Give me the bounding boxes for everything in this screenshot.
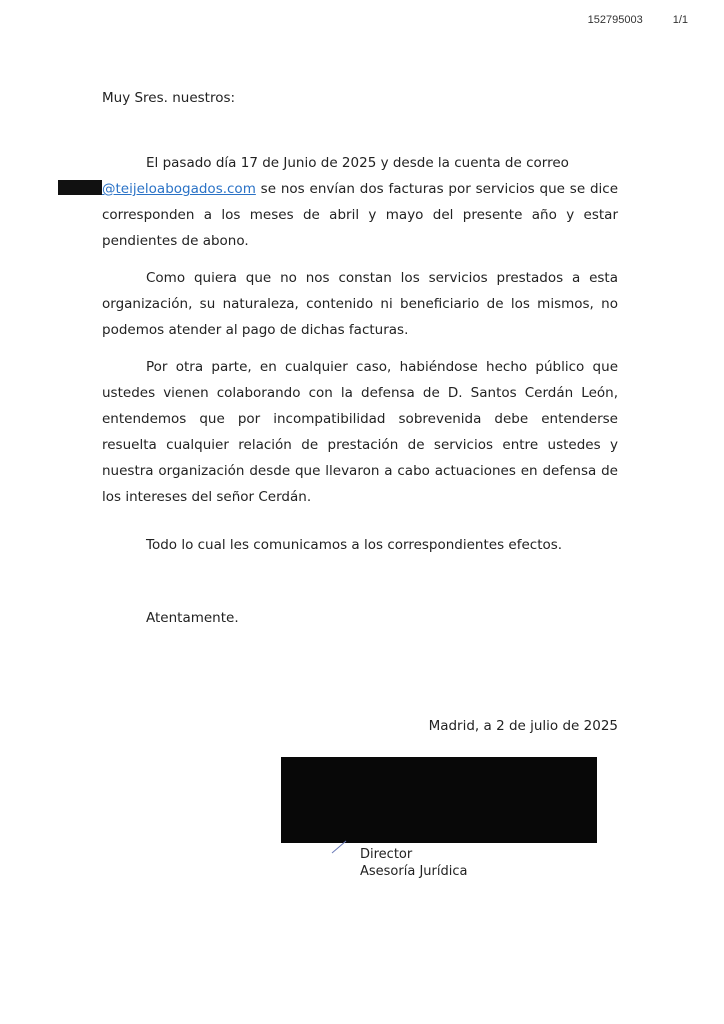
redacted-signature-block: [281, 757, 597, 843]
closing-statement: Todo lo cual les comunicamos a los correspondientes efectos.: [146, 537, 563, 553]
sign-off: Atentamente.: [146, 610, 239, 626]
letter-body: [102, 150, 618, 521]
salutation: Muy Sres. nuestros:: [102, 90, 236, 106]
paragraph-invoices: [102, 150, 618, 254]
fax-header: [588, 14, 688, 26]
place-date: Madrid, a 2 de julio de 2025: [428, 718, 618, 734]
paragraph-invoices-intro: El pasado día 17 de Junio de 2025 y desde la cuenta de correo: [146, 155, 569, 171]
page-counter: 1/1: [672, 14, 688, 26]
paragraph-services: Como quiera que no nos constan los servicios prestados a esta organización, su naturaleza, contenido ni beneficiario de los mismos, no podemos atender al pago de dichas facturas.: [102, 270, 618, 338]
paragraph-invoices-rest: se nos envían dos facturas por servicios que se dice corresponden a los meses de abril y mayo del presente año y estar pendientes de abono.: [102, 181, 618, 249]
redacted-email-user: [58, 180, 102, 195]
signature-stroke: [330, 835, 350, 855]
signatory-department: Asesoría Jurídica: [360, 864, 468, 879]
signatory-role: Director: [360, 847, 413, 862]
document-number: 152795003: [587, 14, 643, 26]
email-link[interactable]: @teijeloabogados.com: [102, 181, 256, 197]
signatory-title: [360, 846, 467, 880]
paragraph-incompatibility: Por otra parte, en cualquier caso, habiéndose hecho público que ustedes vienen colaborando con la defensa de D. Santos Cerdán León, entendemos que por incompatibilidad sobrevenida debe entenderse resuelta cualquier relación de prestación de servicios entre ustedes y nuestra organización desde que llevaron a cabo actuaciones en defensa de los intereses del señor Cerdán.: [102, 359, 618, 505]
